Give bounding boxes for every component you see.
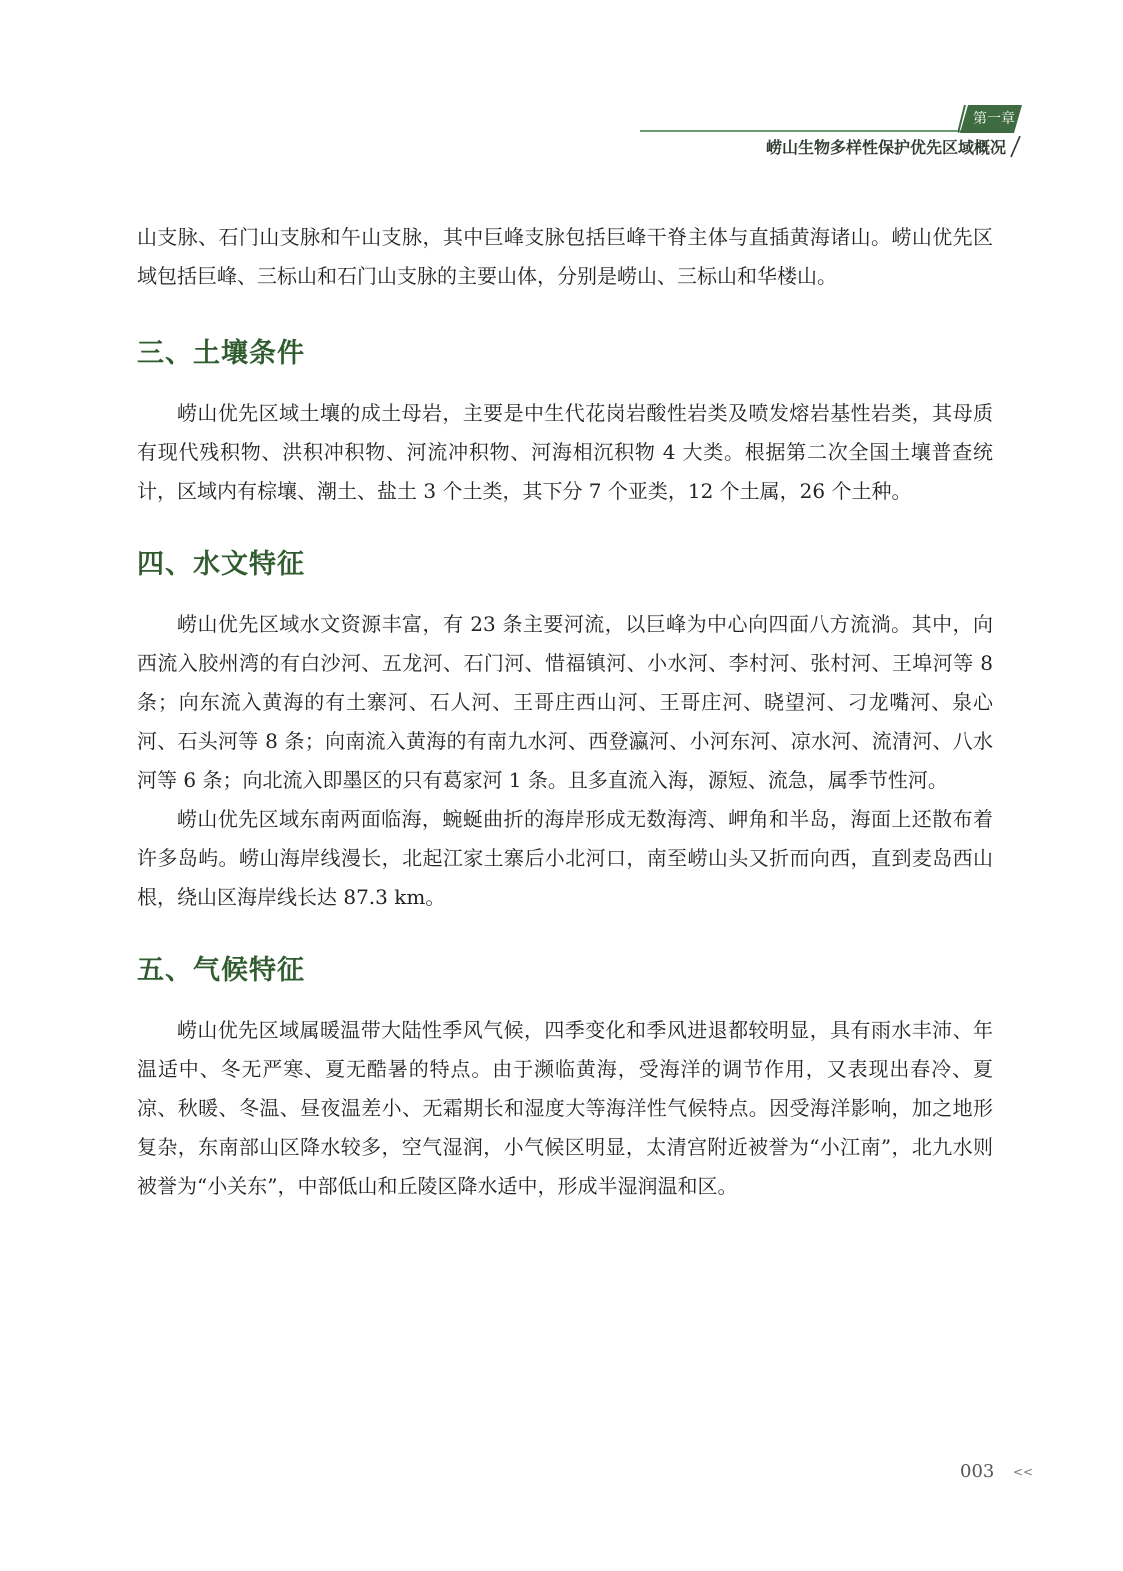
- header-rule: [640, 130, 968, 132]
- hydrology-paragraph-2: 崂山优先区域东南两面临海，蜿蜒曲折的海岸形成无数海湾、岬角和半岛，海面上还散布着许多岛屿。崂山海岸线漫长，北起江家土寨后小北河口，南至崂山头又折而向西，直到麦岛西山根，绕山区海岸线长达 87.3 km。: [137, 807, 993, 909]
- heading-hydrology: 四、水文特征: [137, 549, 305, 580]
- hydrology-paragraph-1: 崂山优先区域水文资源丰富，有 23 条主要河流，以巨峰为中心向四面八方流淌。其中，向西流入胶州湾的有白沙河、五龙河、石门河、惜福镇河、小水河、李村河、张村河、王埠河等 8 条；向东流入黄海的有土寨河、石人河、王哥庄西山河、王哥庄河、晓望河、刁龙嘴河、泉心河、石头河等 8 条；向南流入黄海的有南九水河、西登瀛河、小河东河、凉水河、流清河、八水河等 6 条；向北流入即墨区的只有葛家河 1 条。且多直流入海，源短、流急，属季节性河。: [137, 612, 993, 792]
- running-header: [0, 0, 1123, 170]
- heading-soil-conditions: 三、土壤条件: [137, 338, 305, 369]
- soil-paragraph: 崂山优先区域土壤的成土母岩，主要是中生代花岗岩酸性岩类及喷发熔岩基性岩类，其母质有现代残积物、洪积冲积物、河流冲积物、河海相沉积物 4 大类。根据第二次全国土壤普查统计，区域内有棕壤、潮土、盐土 3 个土类，其下分 7 个亚类，12 个土属，26 个土种。: [137, 401, 993, 503]
- page-content: [137, 218, 993, 1206]
- chapter-tab: [958, 105, 1020, 133]
- intro-paragraph: 山支脉、石门山支脉和午山支脉，其中巨峰支脉包括巨峰干脊主体与直插黄海诸山。崂山优先区域包括巨峰、三标山和石门山支脉的主要山体，分别是崂山、三标山和华楼山。: [137, 225, 993, 288]
- page-number: 003: [960, 1461, 995, 1482]
- header-slash-mark: [1008, 136, 1022, 158]
- book-section-title: 崂山生物多样性保护优先区域概况: [765, 138, 1006, 157]
- climate-paragraph: 崂山优先区域属暖温带大陆性季风气候，四季变化和季风进退都较明显，具有雨水丰沛、年温适中、冬无严寒、夏无酷暑的特点。由于濒临黄海，受海洋的调节作用，又表现出春冷、夏凉、秋暖、冬温、昼夜温差小、无霜期长和湿度大等海洋性气候特点。因受海洋影响，加之地形复杂，东南部山区降水较多，空气湿润，小气候区明显，太清宫附近被誉为“小江南”，北九水则被誉为“小关东”，中部低山和丘陵区降水适中，形成半湿润温和区。: [137, 1018, 993, 1198]
- heading-climate: 五、气候特征: [137, 955, 305, 986]
- page-arrows-icon: <<: [1013, 1465, 1034, 1479]
- chapter-label: 第一章: [973, 111, 1015, 127]
